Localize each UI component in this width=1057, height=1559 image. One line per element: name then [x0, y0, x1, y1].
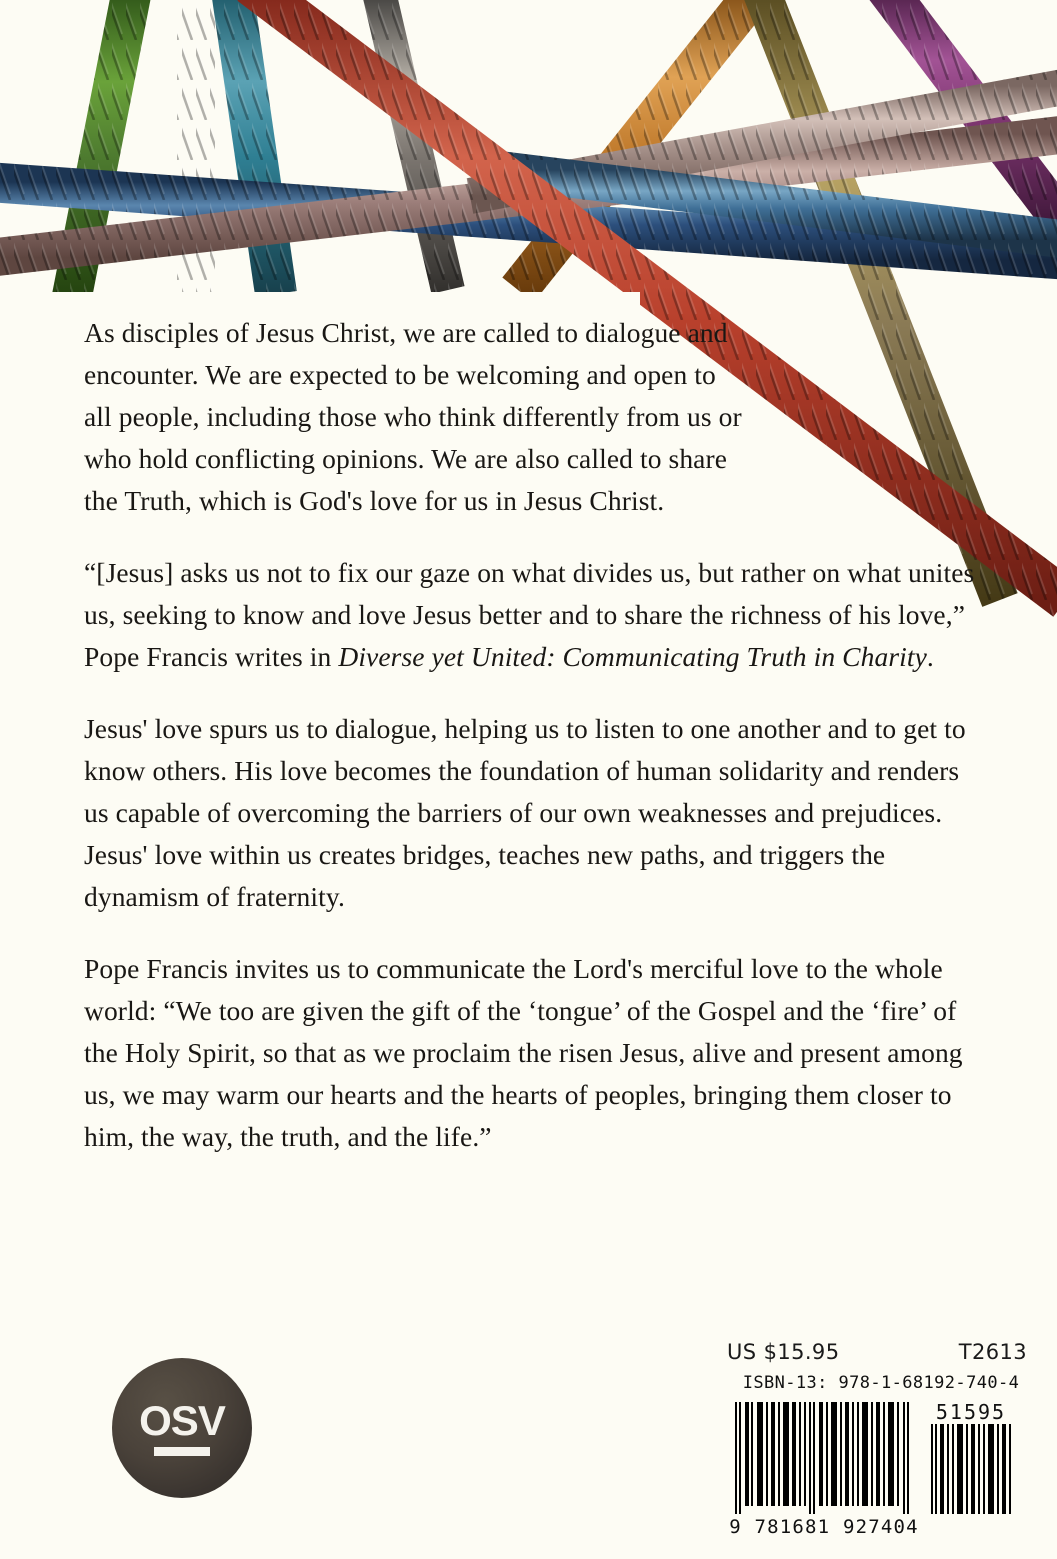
back-cover-copy: [84, 312, 984, 1188]
cover-footer: [0, 1330, 1057, 1559]
ean5-addon-barcode: [931, 1424, 1011, 1514]
ean5-bars: [931, 1424, 1011, 1514]
paragraph-1: As disciples of Jesus Christ, we are called to dialogue and encounter. We are expected to be welcoming and open to all people, including those who think differently from us or who hold conflicting opinions. We are also called to share the Truth, which is God's love for us in Jesus Christ.: [84, 317, 742, 516]
rope-teal-vertical: [232, 0, 276, 294]
price-and-code-row: [727, 1340, 1027, 1364]
paragraph-2: [84, 552, 982, 678]
osv-logo: [112, 1358, 252, 1498]
price-label: US $15.95: [727, 1340, 840, 1364]
barcode-addon-digits: 51595: [935, 1400, 1007, 1424]
ean13-barcode: [735, 1402, 913, 1514]
product-code: T2613: [958, 1340, 1027, 1364]
barcode-block: [729, 1398, 1035, 1548]
osv-logo-text: OSV: [139, 1397, 225, 1444]
ean13-bars: [735, 1402, 913, 1514]
paragraph-4: Pope Francis invites us to communicate the Lord's merciful love to the whole world: “We too are given the gift of the ‘tongue’ of the Gospel and the ‘fire’ of the Holy Spirit, so that as we proclaim the risen Jesus, alive and present among us, we may warm our hearts and the hearts of peoples, bringing them closer to him, the way, the truth, and the life.”: [84, 953, 963, 1152]
quote-tail: .: [926, 641, 934, 672]
book-title: Diverse yet United: Communicating Truth in Charity: [338, 641, 927, 672]
quote-lead: “[Jesus] asks us not to fix our gaze on what divides us, but rather on what unites us, seeking to know and love Jesus better and to share the richness of his love,” Pope Francis writes in: [84, 557, 975, 672]
isbn-text: ISBN-13: 978-1-68192-740-4: [742, 1373, 1020, 1393]
osv-logo-underline: [154, 1447, 210, 1456]
barcode-digits: 9 781681 927404: [729, 1516, 919, 1538]
paragraph-3: Jesus' love spurs us to dialogue, helping us to listen to one another and to get to know others. His love becomes the foundation of human solidarity and renders us capable of overcoming the barriers of our own weaknesses and prejudices. Jesus' love within us creates bridges, teaches new paths, and triggers the dynamism of fraternity.: [84, 713, 966, 912]
